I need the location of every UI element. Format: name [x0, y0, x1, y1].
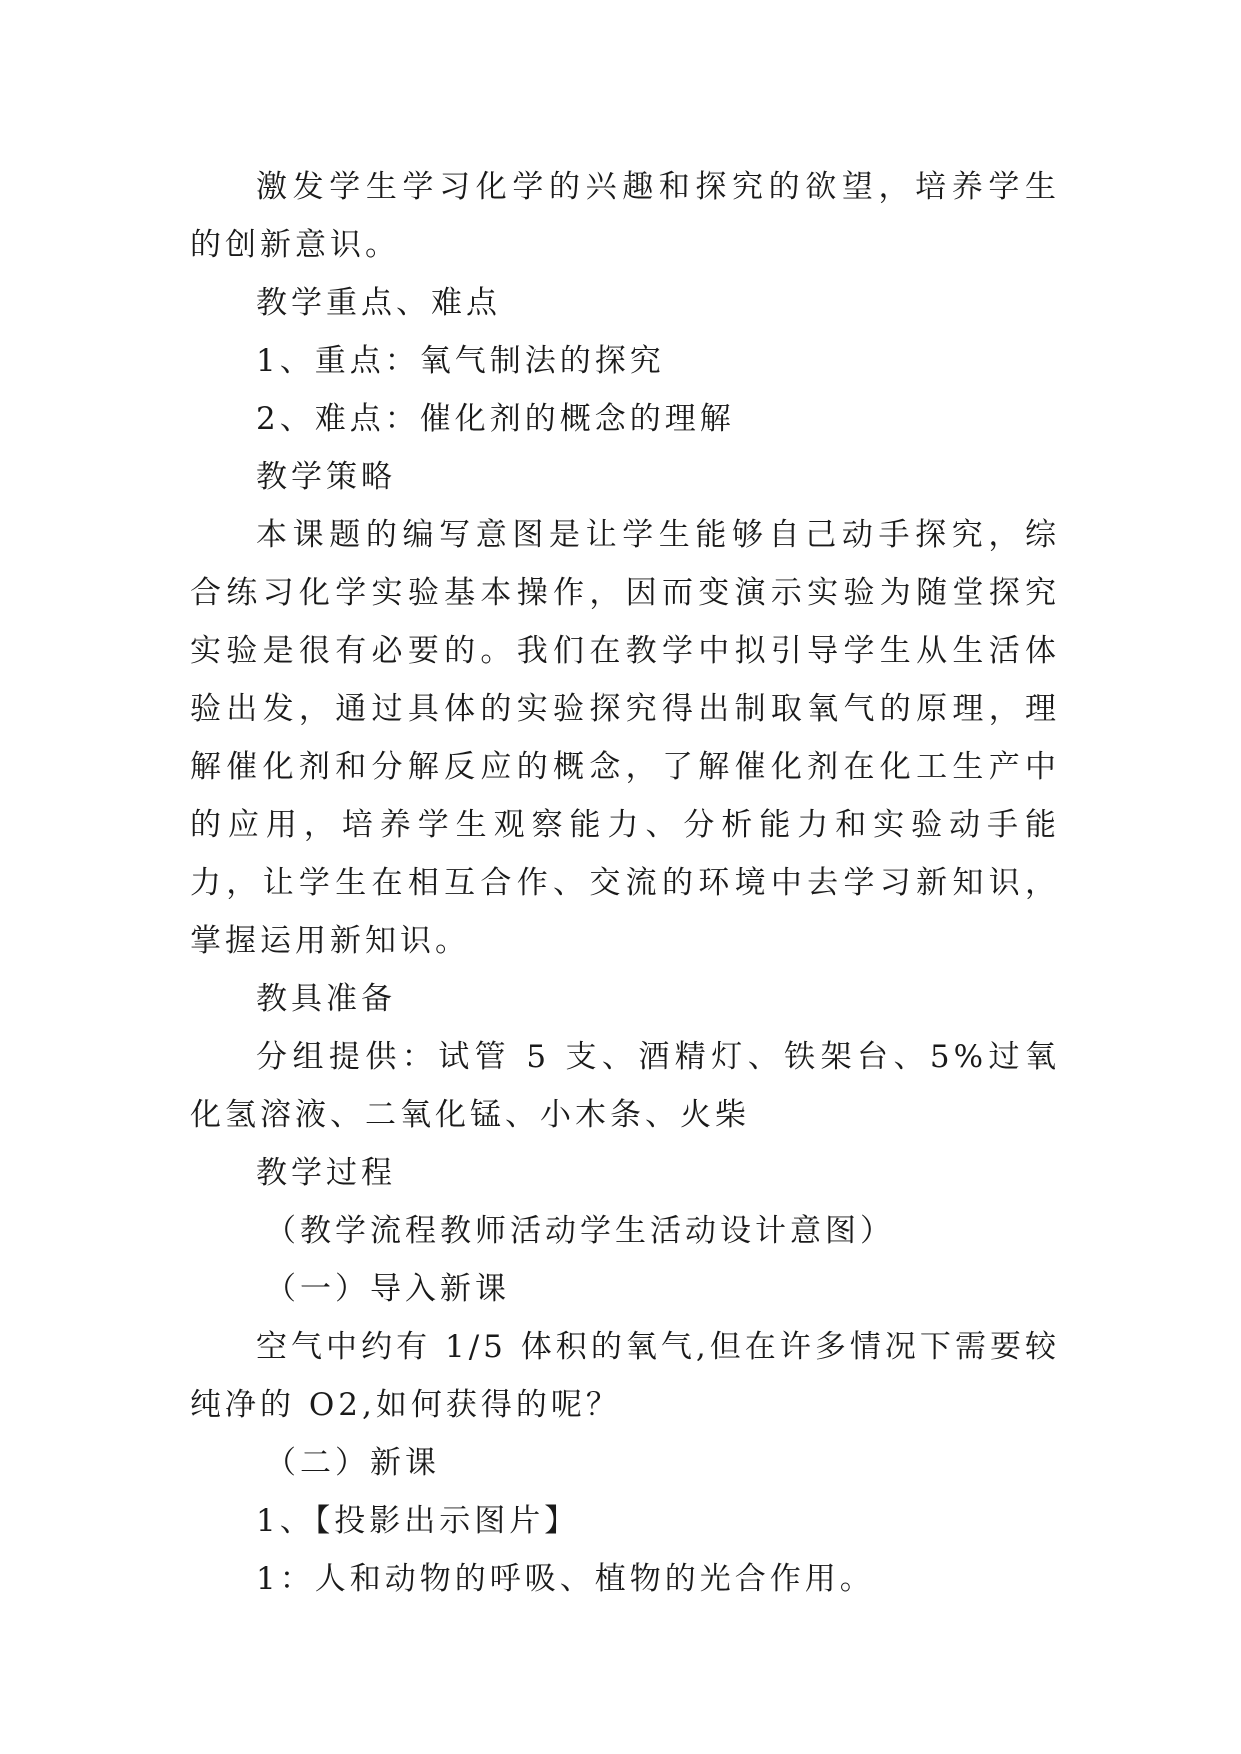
- list-item-key-point-1: 1、重点：氧气制法的探究: [256, 343, 665, 379]
- paragraph-strategy: 本课题的编写意图是让学生能够自己动手探究，综合练习化学实验基本操作，因而变演示实验为随堂探究实验是很有必要的。我们在教学中拟引导学生从生活体验出发，通过具体的实验探究得出制取氧气的原理，理解催化剂和分解反应的概念，了解催化剂在化工生产中的应用，培养学生观察能力、分析能力和实验动手能力，让学生在相互合作、交流的环境中去学习新知识，掌握运用新知识。: [190, 517, 1060, 959]
- heading-key-points: 教学重点、难点: [256, 285, 501, 321]
- section-heading-intro: （一）导入新课: [265, 1271, 510, 1307]
- list-item-key-point-2: 2、难点：催化剂的概念的理解: [256, 401, 735, 437]
- heading-strategy: 教学策略: [256, 459, 396, 495]
- process-columns-note: （教学流程教师活动学生活动设计意图）: [265, 1213, 895, 1249]
- heading-process: 教学过程: [256, 1155, 396, 1191]
- document-page: [190, 158, 1060, 1608]
- projection-heading: 1、【投影出示图片】: [256, 1503, 580, 1539]
- projection-item-1: 1：人和动物的呼吸、植物的光合作用。: [256, 1561, 875, 1597]
- heading-materials: 教具准备: [256, 981, 396, 1017]
- paragraph-intro: 空气中约有 1/5 体积的氧气,但在许多情况下需要较纯净的 O2,如何获得的呢？: [190, 1329, 1060, 1423]
- paragraph-goal: 激发学生学习化学的兴趣和探究的欲望，培养学生的创新意识。: [190, 169, 1060, 263]
- paragraph-materials: 分组提供：试管 5 支、酒精灯、铁架台、5%过氧化氢溶液、二氧化锰、小木条、火柴: [190, 1039, 1060, 1133]
- section-heading-new-lesson: （二）新课: [265, 1445, 440, 1481]
